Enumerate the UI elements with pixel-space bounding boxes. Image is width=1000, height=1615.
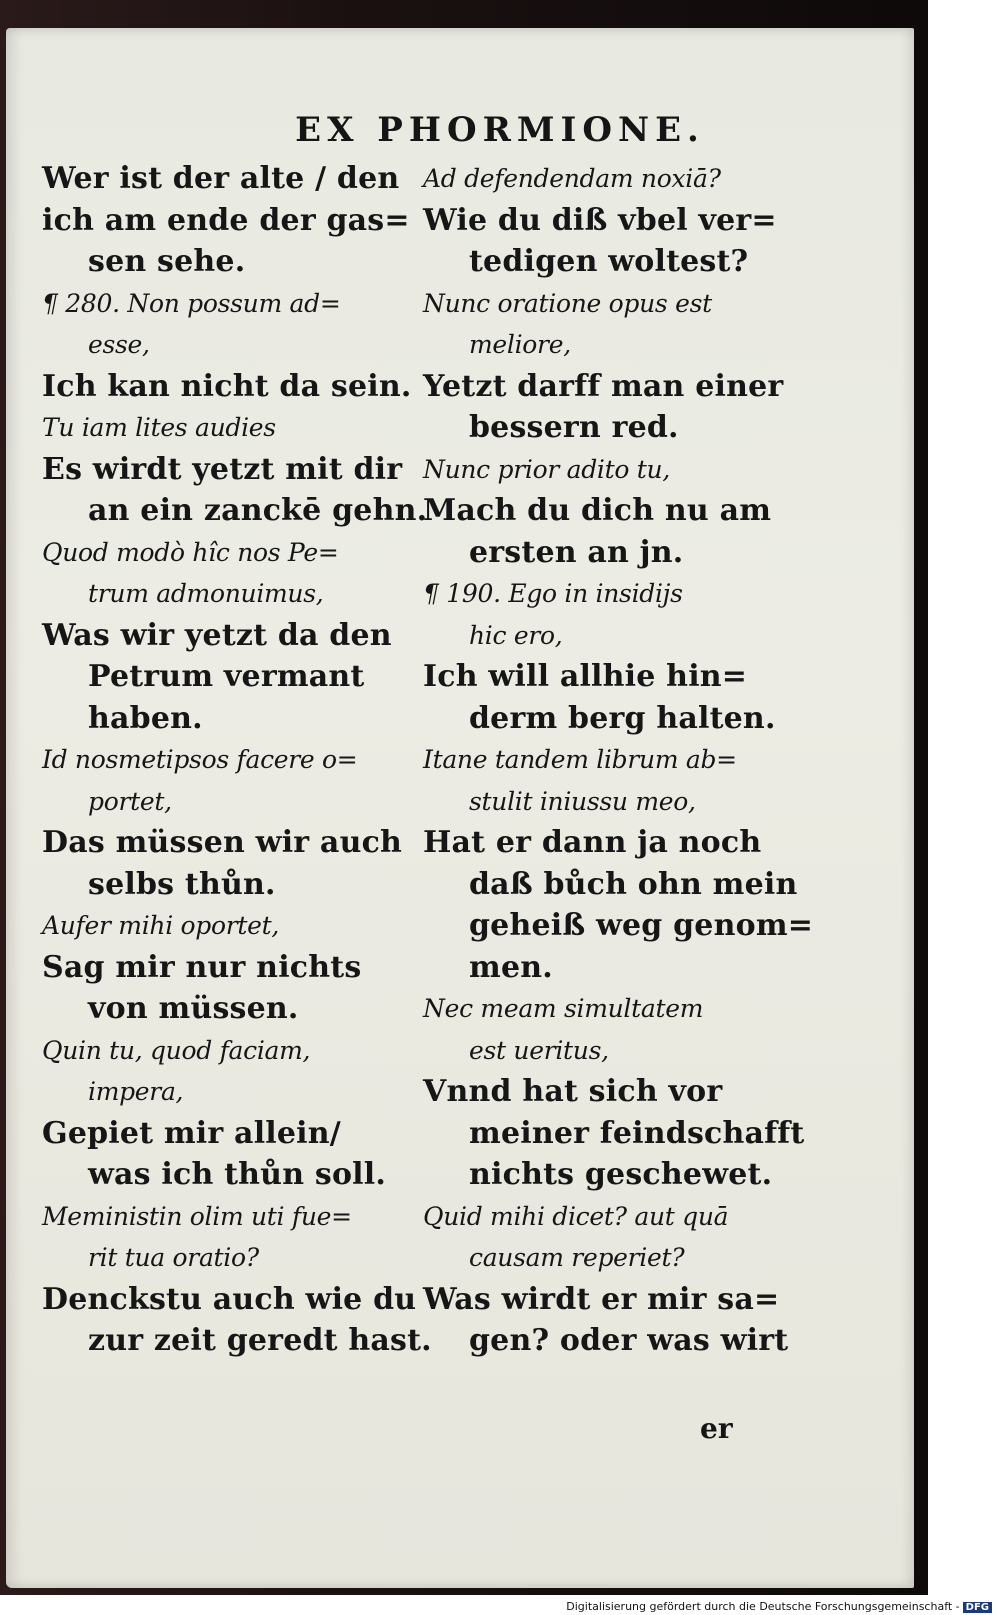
- text-line: Meministin olim uti fue=: [42, 1201, 352, 1231]
- right-column: [423, 158, 814, 1362]
- text-line: ich am ende der gas=: [42, 202, 410, 238]
- text-line: ¶ 190. Ego in insidijs: [423, 579, 683, 608]
- text-line: Sag mir nur nichts: [42, 949, 362, 985]
- text-line: Ich kan nicht da sein.: [42, 368, 412, 404]
- text-line: nichts geschewet.: [469, 1157, 773, 1192]
- text-line: Denckstu auch wie du: [42, 1281, 417, 1317]
- text-line: rit tua oratio?: [88, 1243, 259, 1272]
- text-line: portet,: [88, 786, 172, 816]
- text-line: Wie du diß vbel ver=: [423, 202, 777, 238]
- text-line: derm berg halten.: [469, 700, 776, 736]
- text-line: Was wirdt er mir sa=: [423, 1281, 780, 1317]
- text-line: Ich will allhie hin=: [423, 659, 748, 694]
- text-line: Itane tandem librum ab=: [423, 745, 737, 774]
- text-line: haben.: [88, 700, 203, 736]
- dfg-logo: DFG: [963, 1602, 992, 1613]
- text-line: Das müssen wir auch: [42, 825, 403, 860]
- text-line: Tu iam lites audies: [42, 413, 276, 442]
- text-line: men.: [469, 949, 553, 985]
- text-line: Yetzt darff man einer: [423, 368, 784, 404]
- text-line: von müssen.: [88, 991, 299, 1026]
- text-line: Quin tu, quod faciam,: [42, 1035, 311, 1065]
- text-line: esse,: [88, 330, 150, 359]
- text-line: Petrum vermant: [88, 659, 365, 694]
- left-column: [42, 158, 432, 1362]
- text-line: est ueritus,: [469, 1035, 609, 1065]
- text-line: Es wirdt yetzt mit dir: [42, 451, 403, 487]
- text-line: Gepiet mir allein/: [42, 1115, 341, 1151]
- text-line: Quod modò hîc nos Pe=: [42, 537, 339, 567]
- text-line: gen? oder was wirt: [469, 1323, 789, 1358]
- text-line: Nunc prior adito tu,: [423, 454, 670, 484]
- text-line: ersten an jn.: [469, 534, 684, 570]
- text-line: zur zeit geredt hast.: [88, 1323, 432, 1358]
- text-line: Id nosmetipsos facere o=: [42, 745, 358, 774]
- page-header: EX PHORMIONE.: [295, 110, 705, 150]
- text-line: impera,: [88, 1077, 184, 1106]
- text-line: selbs thůn.: [88, 866, 276, 902]
- text-line: Quid mihi dicet? aut quā: [423, 1201, 729, 1231]
- text-line: trum admonuimus,: [88, 579, 324, 608]
- text-line: meliore,: [469, 330, 571, 359]
- text-line: stulit iniussu meo,: [469, 786, 696, 816]
- text-line: Mach du dich nu am: [423, 493, 772, 528]
- text-line: geheiß weg genom=: [469, 908, 814, 943]
- text-line: was ich thůn soll.: [88, 1157, 386, 1192]
- text-line: Hat er dann ja noch: [423, 825, 762, 860]
- text-line: Nunc oratione opus est: [423, 288, 712, 318]
- text-line: Wer ist der alte / den: [42, 161, 400, 196]
- text-line: bessern red.: [469, 410, 679, 445]
- text-line: Ad defendendam noxiā?: [423, 164, 721, 193]
- text-line: sen sehe.: [88, 244, 246, 279]
- text-line: tedigen woltest?: [469, 244, 749, 279]
- text-line: meiner feindschafft: [469, 1115, 805, 1151]
- text-line: an ein zanckē gehn.: [88, 493, 428, 528]
- text-line: Aufer mihi oportet,: [42, 911, 280, 940]
- text-line: causam reperiet?: [469, 1243, 685, 1272]
- catchword: er: [700, 1412, 733, 1445]
- text-line: Was wir yetzt da den: [42, 617, 392, 653]
- text-line: hic ero,: [469, 620, 563, 650]
- digitization-footer: [566, 1600, 992, 1613]
- text-line: daß bůch ohn mein: [469, 866, 798, 902]
- text-line: Nec meam simultatem: [423, 994, 704, 1023]
- text-line: ¶ 280. Non possum ad=: [42, 288, 341, 318]
- text-line: Vnnd hat sich vor: [423, 1074, 723, 1109]
- footer-text: Digitalisierung gefördert durch die Deutsche Forschungsgemeinschaft -: [566, 1600, 960, 1613]
